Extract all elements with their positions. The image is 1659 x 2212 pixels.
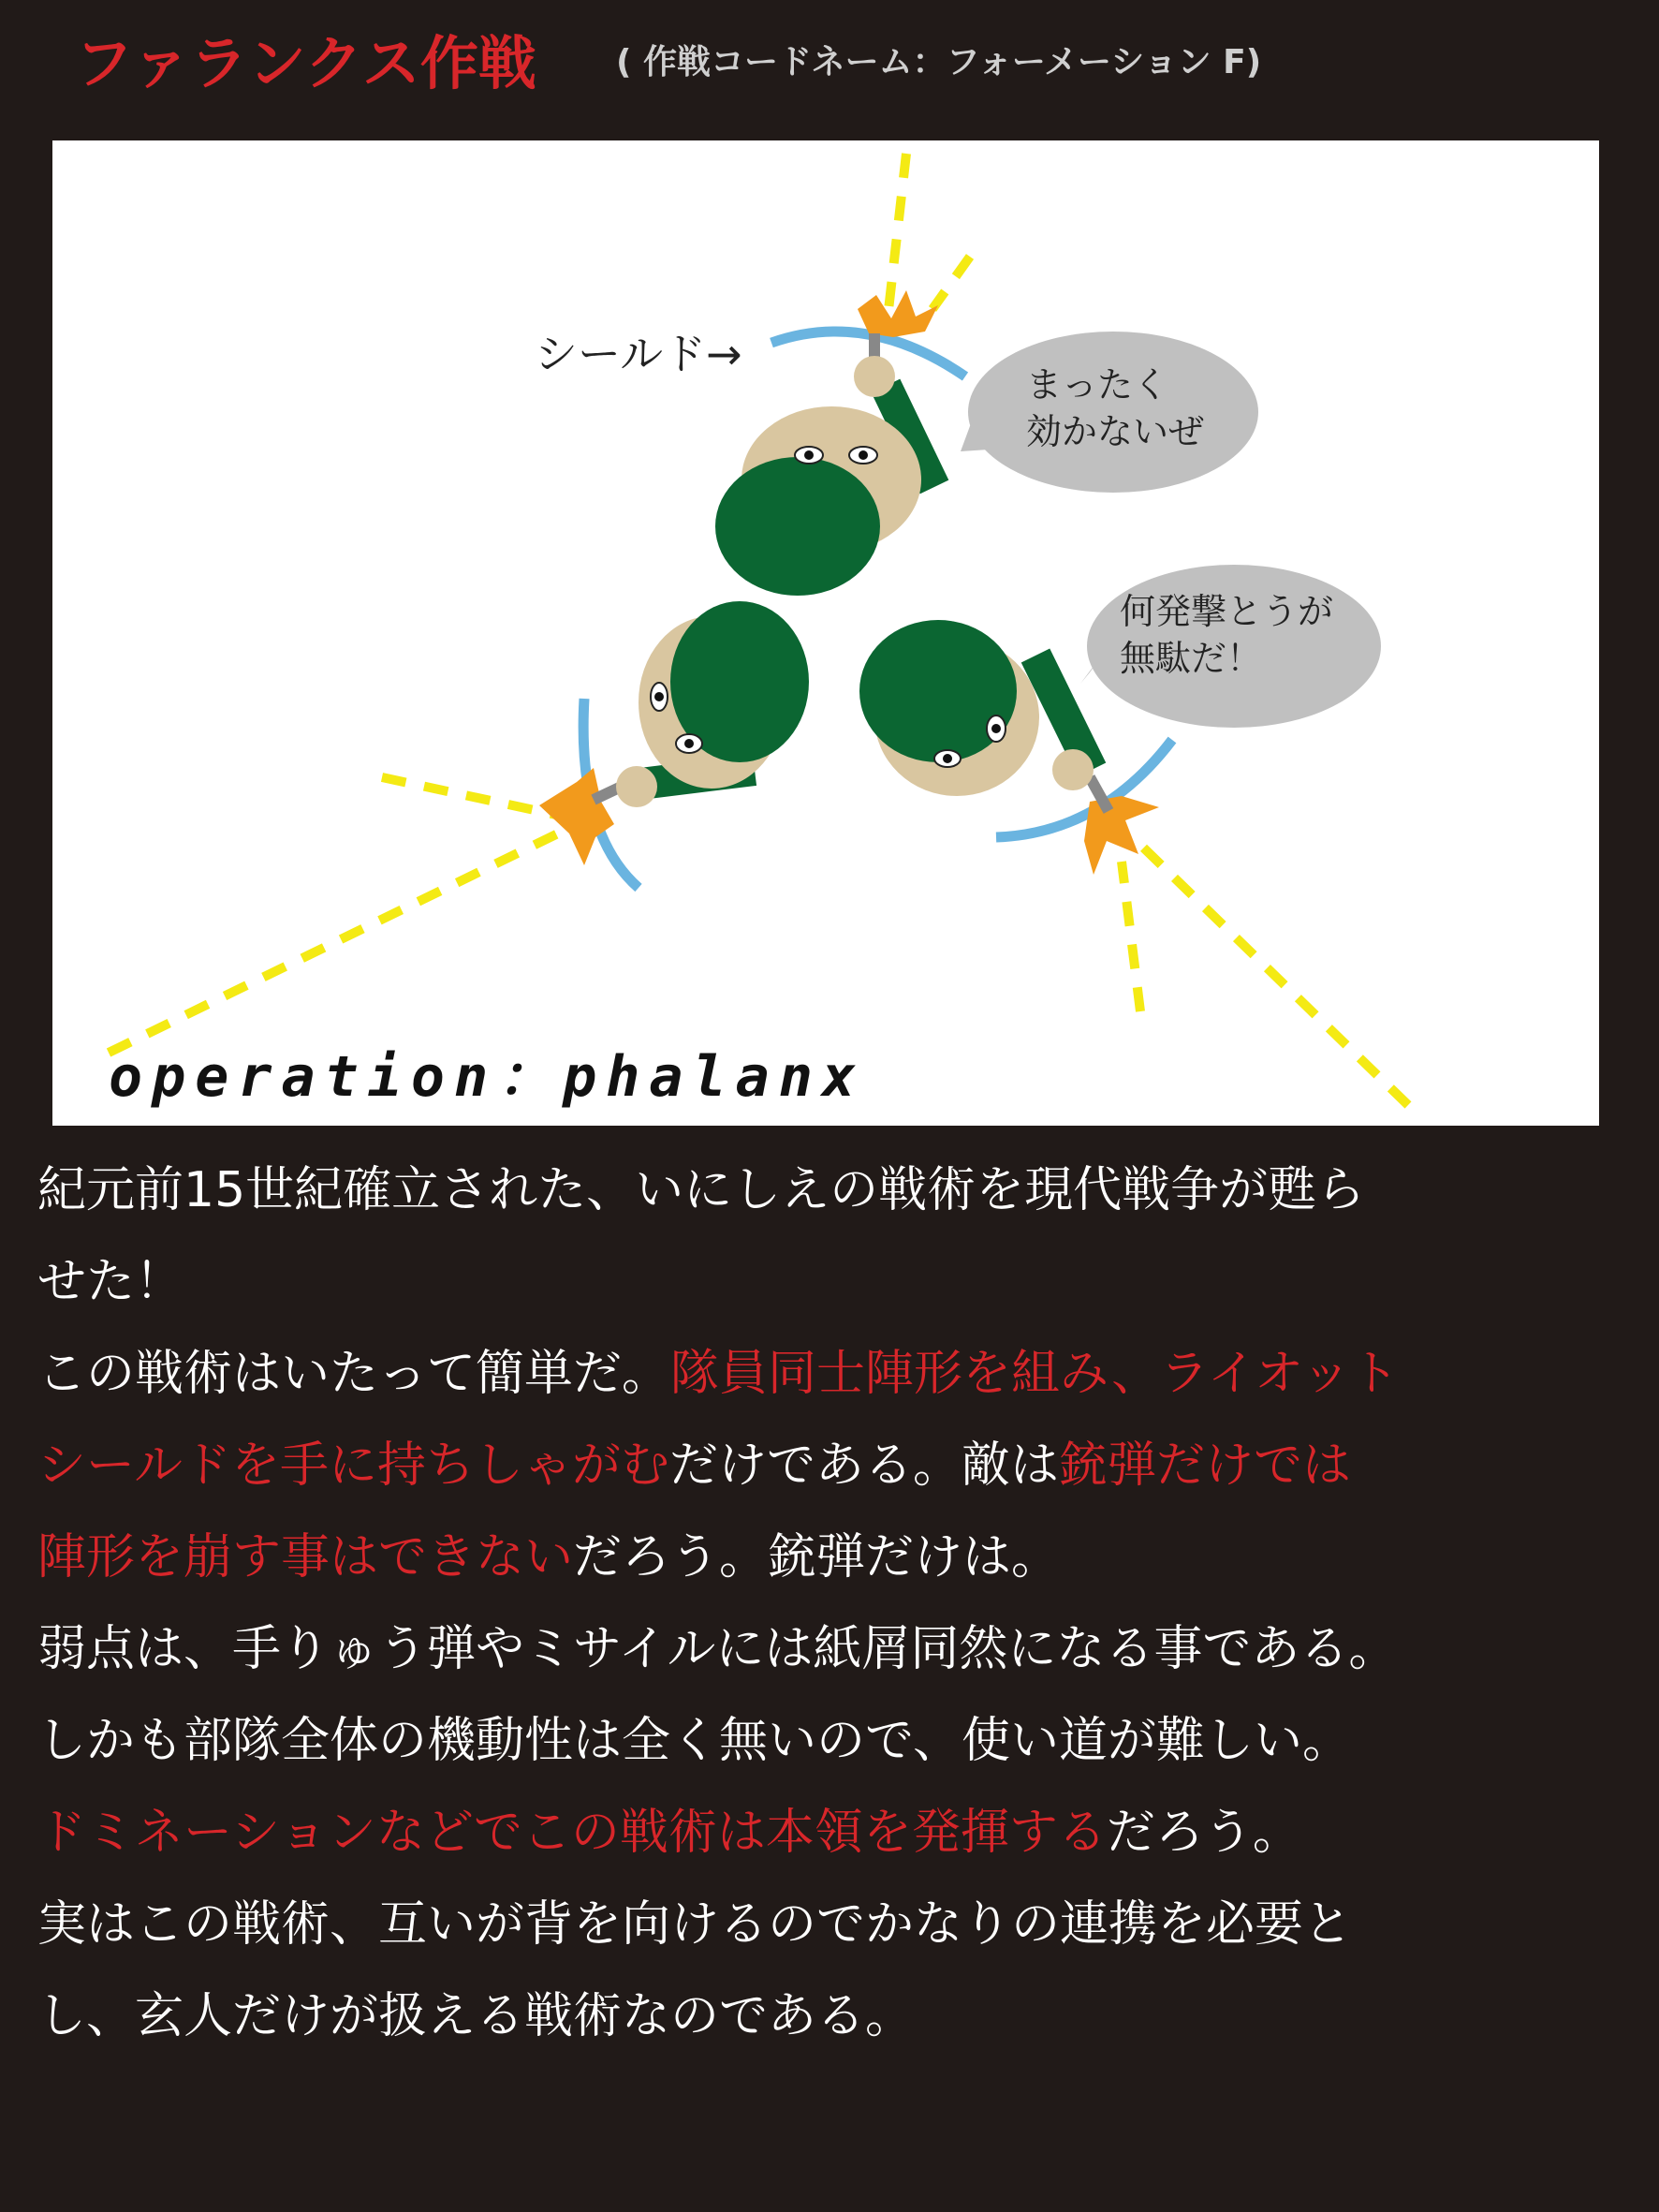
body-line (37, 1420, 1629, 1512)
highlight-text: ドミネーションなどでこの戦術は本領を発揮する (37, 1805, 1107, 1861)
body-line (37, 1603, 1629, 1695)
text: 実はこの戦術、互いが背を向けるのでかなりの連携を必要と (37, 1896, 1353, 1953)
bullet-trail (1138, 843, 1408, 1105)
highlight-text: 隊員同士陣形を組み、ライオット (670, 1346, 1400, 1402)
text: 弱点は、手りゅう弾やミサイルには紙屑同然になる事である。 (37, 1621, 1398, 1677)
hand (1052, 749, 1094, 790)
body-text (37, 1144, 1629, 2062)
hand (854, 356, 895, 397)
body-line (37, 1970, 1629, 2062)
text: せた！ (37, 1254, 184, 1310)
body-line (37, 1144, 1629, 1236)
soldier-left (539, 601, 809, 888)
highlight-text: シールドを手に持ちしゃがむ (37, 1438, 669, 1494)
bubble-1-text (1026, 361, 1204, 455)
page-subtitle: ( 作戦コードネーム：フォーメーション F) (616, 43, 1262, 81)
text: し、玄人だけが扱える戦術なのである。 (37, 1988, 915, 2044)
shield-label: シールド→ (535, 329, 742, 379)
bullet-trail (1122, 862, 1140, 1011)
bubble-2-text (1120, 588, 1333, 682)
body-line (37, 1879, 1629, 1970)
helmet (715, 457, 880, 596)
body-line (37, 1236, 1629, 1328)
bullet-trail (932, 257, 970, 309)
bubble-1-line-1: まったく (1026, 364, 1169, 406)
phalanx-illustration (52, 140, 1599, 1126)
operation-caption: operation：phalanx (109, 1044, 865, 1110)
text: だろう。銃弾だけは。 (573, 1529, 1061, 1585)
body-line (37, 1328, 1629, 1420)
text: しかも部隊全体の機動性は全く無いので、使い道が難しい。 (37, 1713, 1351, 1769)
bubble-1-line-2: 効かないぜ (1026, 411, 1205, 452)
impact-spark (858, 290, 938, 337)
text: 紀元前15世紀確立された、いにしえの戦術を現代戦争が甦ら (37, 1162, 1366, 1218)
illustration-panel (52, 140, 1599, 1126)
text: だろう。 (1106, 1805, 1301, 1861)
body-line (37, 1512, 1629, 1603)
bullet-trail (888, 154, 906, 318)
text: だけである。敵は (668, 1438, 1059, 1494)
text: この戦術はいたって簡単だ。 (37, 1346, 671, 1402)
body-line (37, 1695, 1629, 1787)
soldier-top (715, 290, 965, 596)
hand (616, 766, 657, 807)
bubble-2-line-1: 何発撃とうが (1120, 591, 1334, 632)
page-title: ファランクス作戦 (75, 29, 536, 97)
highlight-text: 銃弾だけでは (1058, 1438, 1351, 1494)
bullet-trail (382, 777, 556, 815)
body-line (37, 1787, 1629, 1879)
bullet-trail (109, 833, 558, 1053)
highlight-text: 陣形を崩す事はできない (37, 1529, 574, 1585)
bubble-2-line-2: 無駄だ！ (1120, 638, 1263, 679)
